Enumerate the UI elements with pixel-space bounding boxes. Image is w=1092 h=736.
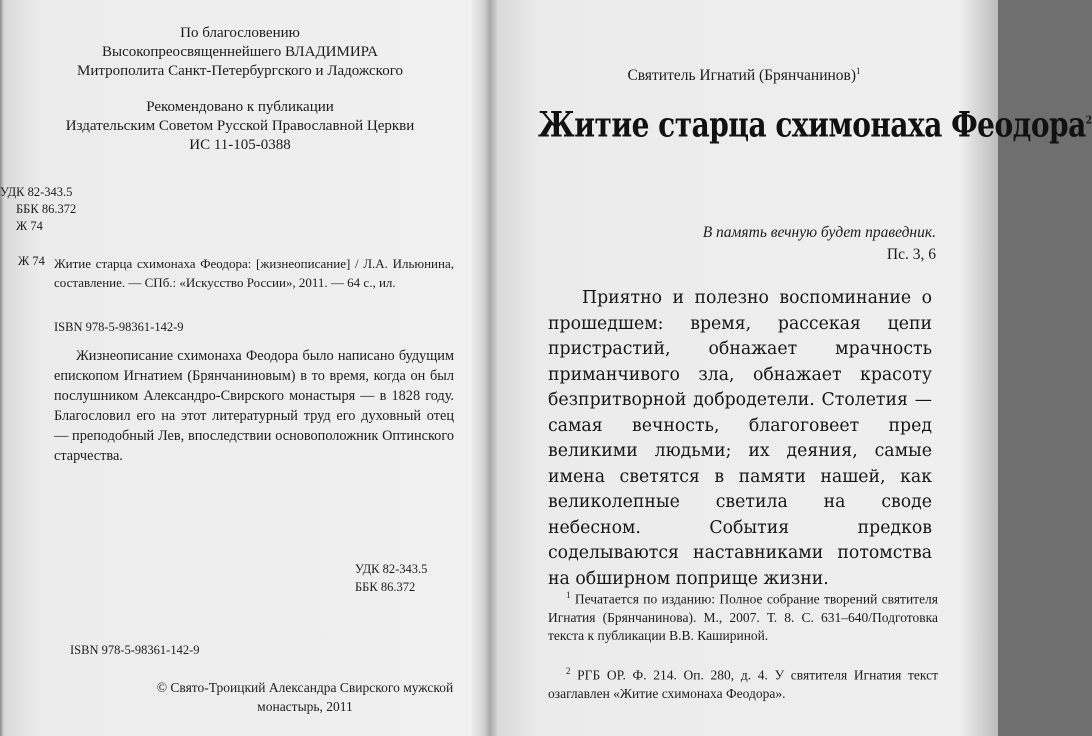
author-footnote-ref: 1 [856, 66, 861, 76]
classification-block [0, 184, 76, 235]
footnote-2-text: РГБ ОР. Ф. 214. Оп. 280, д. 4. У святителя Игнатия текст озаглавлен «Житие схимонаха Феодора». [548, 667, 938, 701]
main-paragraph: Приятно и полезно воспоминание о прошедшем: время, рассекая цепи пристрастий, обнажает мрачность приманчивого зла, обнажает красоту безпритворной добродетели. Столетия — самая вечность, благоговеет пред великими людьми; их деяния, самые имена светятся в памяти нашей, как великолепные светила на своде небесном. События предков соделываются наставниками потомства на обширном поприще жизни. [548, 288, 932, 589]
recommendation-line-2: Издательским Советом Русской Православной Церкви [65, 118, 415, 134]
book-title-text: Житие старца схимонаха Феодора [538, 104, 1086, 146]
footnote-2 [548, 662, 938, 703]
book-title [538, 104, 1092, 146]
footnote-1 [548, 586, 938, 645]
blessing-line-2: Высокопреосвященнейшего ВЛАДИМИРА [102, 44, 378, 60]
right-page [490, 0, 1092, 736]
epigraph-source: Пс. 3, 6 [886, 246, 936, 263]
recommendation-block [30, 98, 450, 155]
blessing-line-1: По благословению [180, 25, 300, 41]
author-line [490, 66, 998, 85]
blessing-block [30, 24, 450, 81]
footnote-1-number: 1 [566, 590, 571, 600]
left-page [0, 0, 486, 736]
annotation [54, 346, 454, 466]
main-text [548, 286, 932, 592]
blessing-line-3: Митрополита Санкт-Петербургского и Ладожского [77, 63, 403, 79]
bibliographic-record: Житие старца схимонаха Феодора: [жизнеописание] / Л.А. Ильюнина, составление. — СПб.: «Искусство России», 2011. — 64 с., ил. [54, 256, 454, 290]
author-mark: Ж 74 [16, 219, 43, 233]
recommendation-line-1: Рекомендовано к публикации [146, 99, 334, 115]
epigraph [703, 222, 936, 266]
udk-code: УДК 82-343.5 [0, 185, 73, 199]
classification-bottom [355, 560, 427, 596]
copyright: © Свято-Троицкий Александра Свирского мужской монастырь, 2011 [156, 680, 454, 714]
title-footnote-ref: 2 [1085, 114, 1092, 128]
isbn-bottom: ISBN 978-5-98361-142-9 [70, 643, 200, 657]
footnote-1-text: Печатается по изданию: Полное собрание творений святителя Игнатия (Брянчанинова). М., 2007. Т. 8. С. 631–640/Подготовка текста к публикации В.В. Кашириной. [548, 591, 939, 643]
epigraph-quote: В память вечную будет праведник. [702, 224, 936, 241]
bbk-code-bottom: ББК 86.372 [355, 580, 416, 594]
bbk-code: ББК 86.372 [16, 202, 77, 216]
bib-author-mark: Ж 74 [18, 254, 45, 268]
isbn: ISBN 978-5-98361-142-9 [54, 320, 184, 334]
annotation-text: Жизнеописание схимонаха Феодора было написано будущим епископом Игнатием (Брянчаниновым) в то время, когда он был послушником Александро-Свирского монастыря — в 1828 году. Благословил его на этот литературный труд его духовный отец — преподобный Лев, впоследствии основоположник Оптинского старчества. [54, 348, 454, 464]
udk-code-bottom: УДК 82-343.5 [355, 562, 428, 576]
author-name: Святитель Игнатий (Брянчанинов) [627, 67, 857, 85]
publishing-council-number: ИС 11-105-0388 [189, 137, 291, 153]
footnote-2-number: 2 [566, 666, 571, 676]
